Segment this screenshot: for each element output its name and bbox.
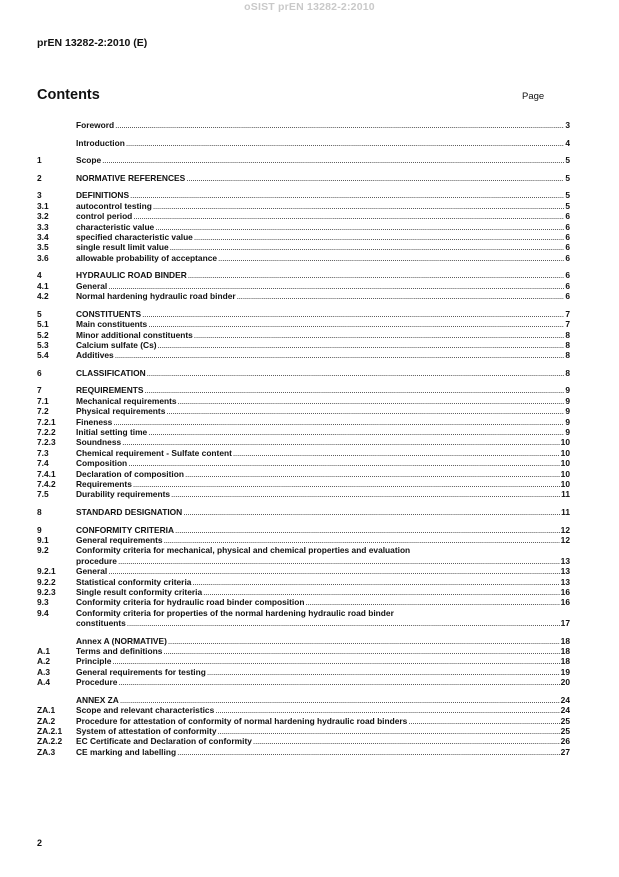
toc-entry-page: 16 xyxy=(560,597,570,608)
toc-entry-title: NORMATIVE REFERENCES xyxy=(76,172,186,183)
toc-entry-page: 6 xyxy=(565,270,570,281)
toc-entry-page: 7 xyxy=(565,319,570,330)
toc-dot-leader xyxy=(171,489,560,499)
toc-entry-page: 8 xyxy=(565,329,570,340)
toc-dot-leader xyxy=(194,232,564,242)
toc-entry[interactable] xyxy=(37,736,570,746)
toc-dot-leader xyxy=(218,726,560,736)
toc-entry-page: 25 xyxy=(560,715,570,726)
toc-entry-page: 18 xyxy=(560,635,570,646)
toc-entry-title: Statistical conformity criteria xyxy=(76,576,192,587)
toc-dot-leader xyxy=(178,396,565,406)
toc-dot-leader xyxy=(215,705,559,715)
toc-dot-leader xyxy=(188,270,565,280)
toc-entry[interactable] xyxy=(37,173,570,183)
toc-entry[interactable] xyxy=(37,556,570,566)
toc-entry[interactable] xyxy=(37,201,570,211)
toc-entry-title: Normal hardening hydraulic road binder xyxy=(76,291,236,302)
toc-dot-leader xyxy=(102,155,564,165)
toc-entry-number: 4.2 xyxy=(37,291,49,302)
toc-entry-title: Requirements xyxy=(76,479,132,489)
toc-entry-page: 12 xyxy=(560,524,570,535)
toc-entry-title: Soundness xyxy=(76,437,122,448)
toc-entry-page: 8 xyxy=(565,339,570,350)
toc-entry[interactable] xyxy=(37,469,570,479)
toc-entry-number: ZA.2 xyxy=(37,715,56,726)
toc-dot-leader xyxy=(147,368,565,378)
toc-entry-number: 7.2.1 xyxy=(37,416,56,427)
toc-entry[interactable] xyxy=(37,138,570,148)
toc-entry[interactable] xyxy=(37,726,570,736)
toc-entry-number: 9.3 xyxy=(37,597,49,608)
toc-entry-number: 7 xyxy=(37,385,42,396)
toc-entry-title: General xyxy=(76,280,108,291)
toc-entry-number: 9.1 xyxy=(37,534,49,545)
toc-entry[interactable] xyxy=(37,587,570,597)
toc-entry[interactable] xyxy=(37,232,570,242)
toc-entry-title: Additives xyxy=(76,350,114,361)
toc-entry-number: 4 xyxy=(37,270,42,281)
toc-entry-page: 10 xyxy=(560,479,570,489)
toc-dot-leader xyxy=(153,201,564,211)
toc-dot-leader xyxy=(183,507,560,517)
toc-entry[interactable] xyxy=(37,656,570,666)
toc-entry-title: General requirements xyxy=(76,534,163,545)
toc-entry-title: allowable probability of acceptance xyxy=(76,252,218,263)
toc-entry-title: CONSTITUENTS xyxy=(76,308,142,319)
toc-entry-page: 8 xyxy=(565,367,570,378)
toc-entry-number: ZA.2.2 xyxy=(37,736,63,747)
toc-entry[interactable] xyxy=(37,309,570,319)
toc-dot-leader xyxy=(305,597,559,607)
toc-entry-page: 6 xyxy=(565,291,570,302)
toc-entry-page: 18 xyxy=(560,646,570,657)
toc-dot-leader xyxy=(233,448,560,458)
toc-entry[interactable] xyxy=(37,270,570,280)
toc-entry-page: 6 xyxy=(565,211,570,222)
toc-entry-number: 5.3 xyxy=(37,339,49,350)
toc-entry-title: Calcium sulfate (Cs) xyxy=(76,339,157,350)
toc-entry-page: 11 xyxy=(561,489,570,500)
toc-entry[interactable] xyxy=(37,368,570,378)
toc-entry-page: 10 xyxy=(560,437,570,448)
toc-dot-leader xyxy=(253,736,560,746)
toc-entry-title: Mechanical requirements xyxy=(76,395,177,406)
toc-entry-title: REQUIREMENTS xyxy=(76,385,144,396)
toc-entry-number: 2 xyxy=(37,172,42,183)
toc-entry[interactable] xyxy=(37,417,570,427)
toc-entry-page: 17 xyxy=(560,618,570,629)
toc-entry-title: HYDRAULIC ROAD BINDER xyxy=(76,270,187,281)
toc-entry-number: 1 xyxy=(37,155,42,166)
toc-entry-title: Scope xyxy=(76,155,102,166)
toc-dot-leader xyxy=(185,469,560,479)
toc-entry-page: 6 xyxy=(565,280,570,291)
toc-entry-title: Introduction xyxy=(76,137,125,148)
toc-entry-number: 3.4 xyxy=(37,232,49,243)
toc-entry-page: 7 xyxy=(565,308,570,319)
toc-entry-number: ZA.2.1 xyxy=(37,725,63,736)
page-column-label: Page xyxy=(522,91,545,102)
toc-entry-number: 9.2 xyxy=(37,545,49,556)
toc-entry[interactable] xyxy=(37,545,570,555)
toc-entry[interactable] xyxy=(37,667,570,677)
toc-entry-number: ZA.1 xyxy=(37,705,56,716)
toc-entry-title: Physical requirements xyxy=(76,406,166,417)
toc-dot-leader xyxy=(118,556,560,566)
toc-entry[interactable] xyxy=(37,705,570,715)
toc-entry-page: 6 xyxy=(565,232,570,243)
toc-entry-number: 6 xyxy=(37,367,42,378)
toc-entry-number: 5 xyxy=(37,308,42,319)
toc-entry[interactable] xyxy=(37,155,570,165)
toc-entry-page: 5 xyxy=(565,172,570,183)
toc-dot-leader xyxy=(128,458,559,468)
toc-entry-title: specified characteristic value xyxy=(76,232,193,243)
toc-entry-title: Principle xyxy=(76,656,112,667)
toc-entry-title: single result limit value xyxy=(76,242,169,253)
toc-entry-title: STANDARD DESIGNATION xyxy=(76,506,183,517)
toc-dot-leader xyxy=(177,747,560,757)
toc-entry[interactable] xyxy=(37,507,570,517)
toc-dot-leader xyxy=(158,340,565,350)
toc-entry-page: 24 xyxy=(560,705,570,716)
toc-entry-number: 5.1 xyxy=(37,319,49,330)
toc-dot-leader xyxy=(113,417,564,427)
toc-entry-page: 13 xyxy=(560,555,570,566)
toc-dot-leader xyxy=(122,437,560,447)
toc-entry-title: Terms and definitions xyxy=(76,646,163,657)
toc-entry-page: 10 xyxy=(560,468,570,479)
toc-entry-page: 9 xyxy=(565,427,570,438)
toc-dot-leader xyxy=(166,406,564,416)
toc-entry-title: CLASSIFICATION xyxy=(76,367,146,378)
toc-entry-title: Conformity criteria for mechanical, physical and chemical properties and evaluation xyxy=(76,545,411,556)
toc-entry[interactable] xyxy=(37,695,570,705)
toc-entry[interactable] xyxy=(37,281,570,291)
toc-entry-title: DEFINITIONS xyxy=(76,190,130,201)
toc-entry-page: 10 xyxy=(560,458,570,469)
toc-entry-number: A.3 xyxy=(37,666,51,677)
toc-entry[interactable] xyxy=(37,489,570,499)
toc-entry-page: 6 xyxy=(565,242,570,253)
toc-entry[interactable] xyxy=(37,747,570,757)
toc-entry-title: Foreword xyxy=(76,120,115,131)
toc-dot-leader xyxy=(164,535,560,545)
toc-entry-number: 3.5 xyxy=(37,242,49,253)
toc-entry-number: 9.2.2 xyxy=(37,576,56,587)
toc-entry-number: 5.4 xyxy=(37,350,49,361)
toc-entry-number: 3.6 xyxy=(37,252,49,263)
toc-entry-number: 7.1 xyxy=(37,395,49,406)
toc-dot-leader xyxy=(126,138,564,148)
toc-entry[interactable] xyxy=(37,646,570,656)
toc-entry-page: 5 xyxy=(565,155,570,166)
toc-dot-leader xyxy=(118,677,559,687)
toc-entry[interactable] xyxy=(37,448,570,458)
toc-entry-title: EC Certificate and Declaration of conformity xyxy=(76,736,252,747)
toc-entry-page: 16 xyxy=(560,586,570,597)
toc-entry-page: 13 xyxy=(560,576,570,587)
toc-entry-number: 9.4 xyxy=(37,607,49,618)
toc-entry[interactable] xyxy=(37,716,570,726)
toc-entry-number: 3 xyxy=(37,190,42,201)
toc-entry-page: 9 xyxy=(565,385,570,396)
toc-entry-number: A.4 xyxy=(37,677,51,688)
toc-dot-leader xyxy=(130,191,564,201)
toc-dot-leader xyxy=(168,636,560,646)
toc-entry-number: 7.2 xyxy=(37,406,49,417)
toc-entry-page: 5 xyxy=(565,190,570,201)
toc-entry[interactable] xyxy=(37,191,570,201)
toc-entry-title: Main constituents xyxy=(76,319,148,330)
toc-entry-number: 7.2.3 xyxy=(37,437,56,448)
toc-dot-leader xyxy=(108,566,559,576)
toc-entry-title: Annex A (NORMATIVE) xyxy=(76,635,167,646)
toc-dot-leader xyxy=(155,222,564,232)
toc-entry-title: Conformity criteria for hydraulic road binder composition xyxy=(76,597,305,608)
toc-entry-page: 19 xyxy=(560,666,570,677)
toc-entry-page: 6 xyxy=(565,252,570,263)
toc-entry[interactable] xyxy=(37,608,570,618)
toc-dot-leader xyxy=(186,173,564,183)
toc-entry-number: ZA.3 xyxy=(37,746,56,757)
toc-entry-title: Declaration of composition xyxy=(76,468,184,479)
toc-entry-page: 13 xyxy=(560,566,570,577)
toc-entry-page: 18 xyxy=(560,656,570,667)
toc-entry-page: 27 xyxy=(560,746,570,757)
toc-entry-page: 6 xyxy=(565,221,570,232)
toc-dot-leader xyxy=(142,309,564,319)
toc-entry[interactable] xyxy=(37,677,570,687)
toc-entry-title: Procedure xyxy=(76,677,118,688)
toc-entry-number: 8 xyxy=(37,506,42,517)
toc-entry-number: 7.4.1 xyxy=(37,468,56,479)
toc-entry-title: Fineness xyxy=(76,416,113,427)
toc-entry-number: 9 xyxy=(37,524,42,535)
toc-entry-title: procedure xyxy=(76,555,117,566)
toc-entry-title: autocontrol testing xyxy=(76,200,152,211)
toc-entry-title: Chemical requirement - Sulfate content xyxy=(76,447,232,458)
toc-entry-title: Single result conformity criteria xyxy=(76,586,203,597)
toc-dot-leader xyxy=(163,646,559,656)
toc-entry[interactable] xyxy=(37,406,570,416)
toc-entry-page: 9 xyxy=(565,406,570,417)
toc-entry-page: 24 xyxy=(560,694,570,705)
toc-entry-page: 4 xyxy=(565,137,570,148)
toc-entry-title: Scope and relevant characteristics xyxy=(76,705,215,716)
toc-entry-number: 3.3 xyxy=(37,221,49,232)
toc-dot-leader xyxy=(115,120,564,130)
toc-dot-leader xyxy=(218,253,564,263)
toc-entry[interactable] xyxy=(37,386,570,396)
toc-dot-leader xyxy=(194,330,565,340)
toc-entry-title: Minor additional constituents xyxy=(76,329,193,340)
toc-entry-number: 7.4.2 xyxy=(37,479,56,489)
toc-entry[interactable] xyxy=(37,253,570,263)
toc-entry[interactable] xyxy=(37,396,570,406)
toc-entry-page: 10 xyxy=(560,447,570,458)
page-number: 2 xyxy=(37,838,43,848)
toc-entry[interactable] xyxy=(37,242,570,252)
toc-dot-leader xyxy=(133,479,560,489)
toc-dot-leader xyxy=(127,618,560,628)
toc-entry-title: CE marking and labelling xyxy=(76,746,177,757)
watermark-text: oSIST prEN 13282-2:2010 xyxy=(244,1,375,13)
toc-entry[interactable] xyxy=(37,120,570,130)
toc-entry[interactable] xyxy=(37,525,570,535)
toc-entry[interactable] xyxy=(37,291,570,301)
toc-dot-leader xyxy=(170,242,565,252)
toc-entry-page: 26 xyxy=(560,736,570,747)
toc-entry[interactable] xyxy=(37,458,570,468)
toc-entry-page: 3 xyxy=(565,120,570,131)
toc-entry[interactable] xyxy=(37,437,570,447)
document-id: prEN 13282-2:2010 (E) xyxy=(37,37,148,49)
toc-dot-leader xyxy=(148,319,564,329)
toc-entry-title: Initial setting time xyxy=(76,427,148,438)
toc-entry-number: A.1 xyxy=(37,646,51,657)
toc-entry-number: 7.5 xyxy=(37,489,49,500)
toc-entry-page: 5 xyxy=(565,200,570,211)
toc-dot-leader xyxy=(144,386,564,396)
toc-entry-title: System of attestation of conformity xyxy=(76,725,217,736)
toc-entry-number: 9.2.3 xyxy=(37,586,56,597)
toc-entry-number: 3.2 xyxy=(37,211,49,222)
toc-entry[interactable] xyxy=(37,535,570,545)
toc-entry[interactable] xyxy=(37,427,570,437)
toc-entry-page: 11 xyxy=(561,506,570,517)
toc-entry-title: CONFORMITY CRITERIA xyxy=(76,524,175,535)
toc-entry-number: 7.2.2 xyxy=(37,427,56,438)
toc-entry-title: control period xyxy=(76,211,133,222)
toc-entry-page: 25 xyxy=(560,725,570,736)
toc-entry-title: General requirements for testing xyxy=(76,666,206,677)
toc-entry-title: characteristic value xyxy=(76,221,155,232)
toc-dot-leader xyxy=(192,577,559,587)
toc-entry-title: Procedure for attestation of conformity of normal hardening hydraulic road binders xyxy=(76,715,408,726)
table-of-contents xyxy=(37,113,570,757)
toc-entry[interactable] xyxy=(37,319,570,329)
contents-title: Contents xyxy=(37,87,100,103)
toc-entry-number: 5.2 xyxy=(37,329,49,340)
toc-entry-page: 12 xyxy=(560,534,570,545)
toc-entry[interactable] xyxy=(37,577,570,587)
toc-entry[interactable] xyxy=(37,597,570,607)
toc-dot-leader xyxy=(175,525,560,535)
toc-entry[interactable] xyxy=(37,566,570,576)
toc-entry-number: 7.4 xyxy=(37,458,49,469)
toc-entry-title: constituents xyxy=(76,618,126,629)
toc-entry-number: 4.1 xyxy=(37,280,49,291)
toc-entry-page: 8 xyxy=(565,350,570,361)
toc-entry-title: ANNEX ZA xyxy=(76,694,119,705)
toc-entry-page: 9 xyxy=(565,416,570,427)
toc-entry[interactable] xyxy=(37,330,570,340)
toc-entry-number: 3.1 xyxy=(37,200,49,211)
toc-dot-leader xyxy=(112,656,559,666)
toc-dot-leader xyxy=(120,695,560,705)
toc-dot-leader xyxy=(237,291,565,301)
toc-entry[interactable] xyxy=(37,340,570,350)
toc-entry-page: 9 xyxy=(565,395,570,406)
toc-entry-page: 20 xyxy=(560,677,570,688)
toc-dot-leader xyxy=(148,427,564,437)
toc-dot-leader xyxy=(115,350,565,360)
toc-entry-title: Conformity criteria for properties of the normal hardening hydraulic road binder xyxy=(76,607,394,618)
toc-dot-leader xyxy=(408,716,559,726)
toc-entry[interactable] xyxy=(37,350,570,360)
toc-entry[interactable] xyxy=(37,211,570,221)
toc-dot-leader xyxy=(203,587,560,597)
toc-dot-leader xyxy=(207,667,560,677)
toc-dot-leader xyxy=(133,211,564,221)
toc-dot-leader xyxy=(108,281,564,291)
toc-entry-number: 9.2.1 xyxy=(37,566,56,577)
toc-entry[interactable] xyxy=(37,479,570,489)
toc-entry[interactable] xyxy=(37,618,570,628)
toc-entry-title: Durability requirements xyxy=(76,489,171,500)
toc-entry-title: Composition xyxy=(76,458,128,469)
toc-entry-number: A.2 xyxy=(37,656,51,667)
toc-entry[interactable] xyxy=(37,222,570,232)
toc-entry-title: General xyxy=(76,566,108,577)
toc-entry[interactable] xyxy=(37,636,570,646)
toc-entry-number: 7.3 xyxy=(37,447,49,458)
